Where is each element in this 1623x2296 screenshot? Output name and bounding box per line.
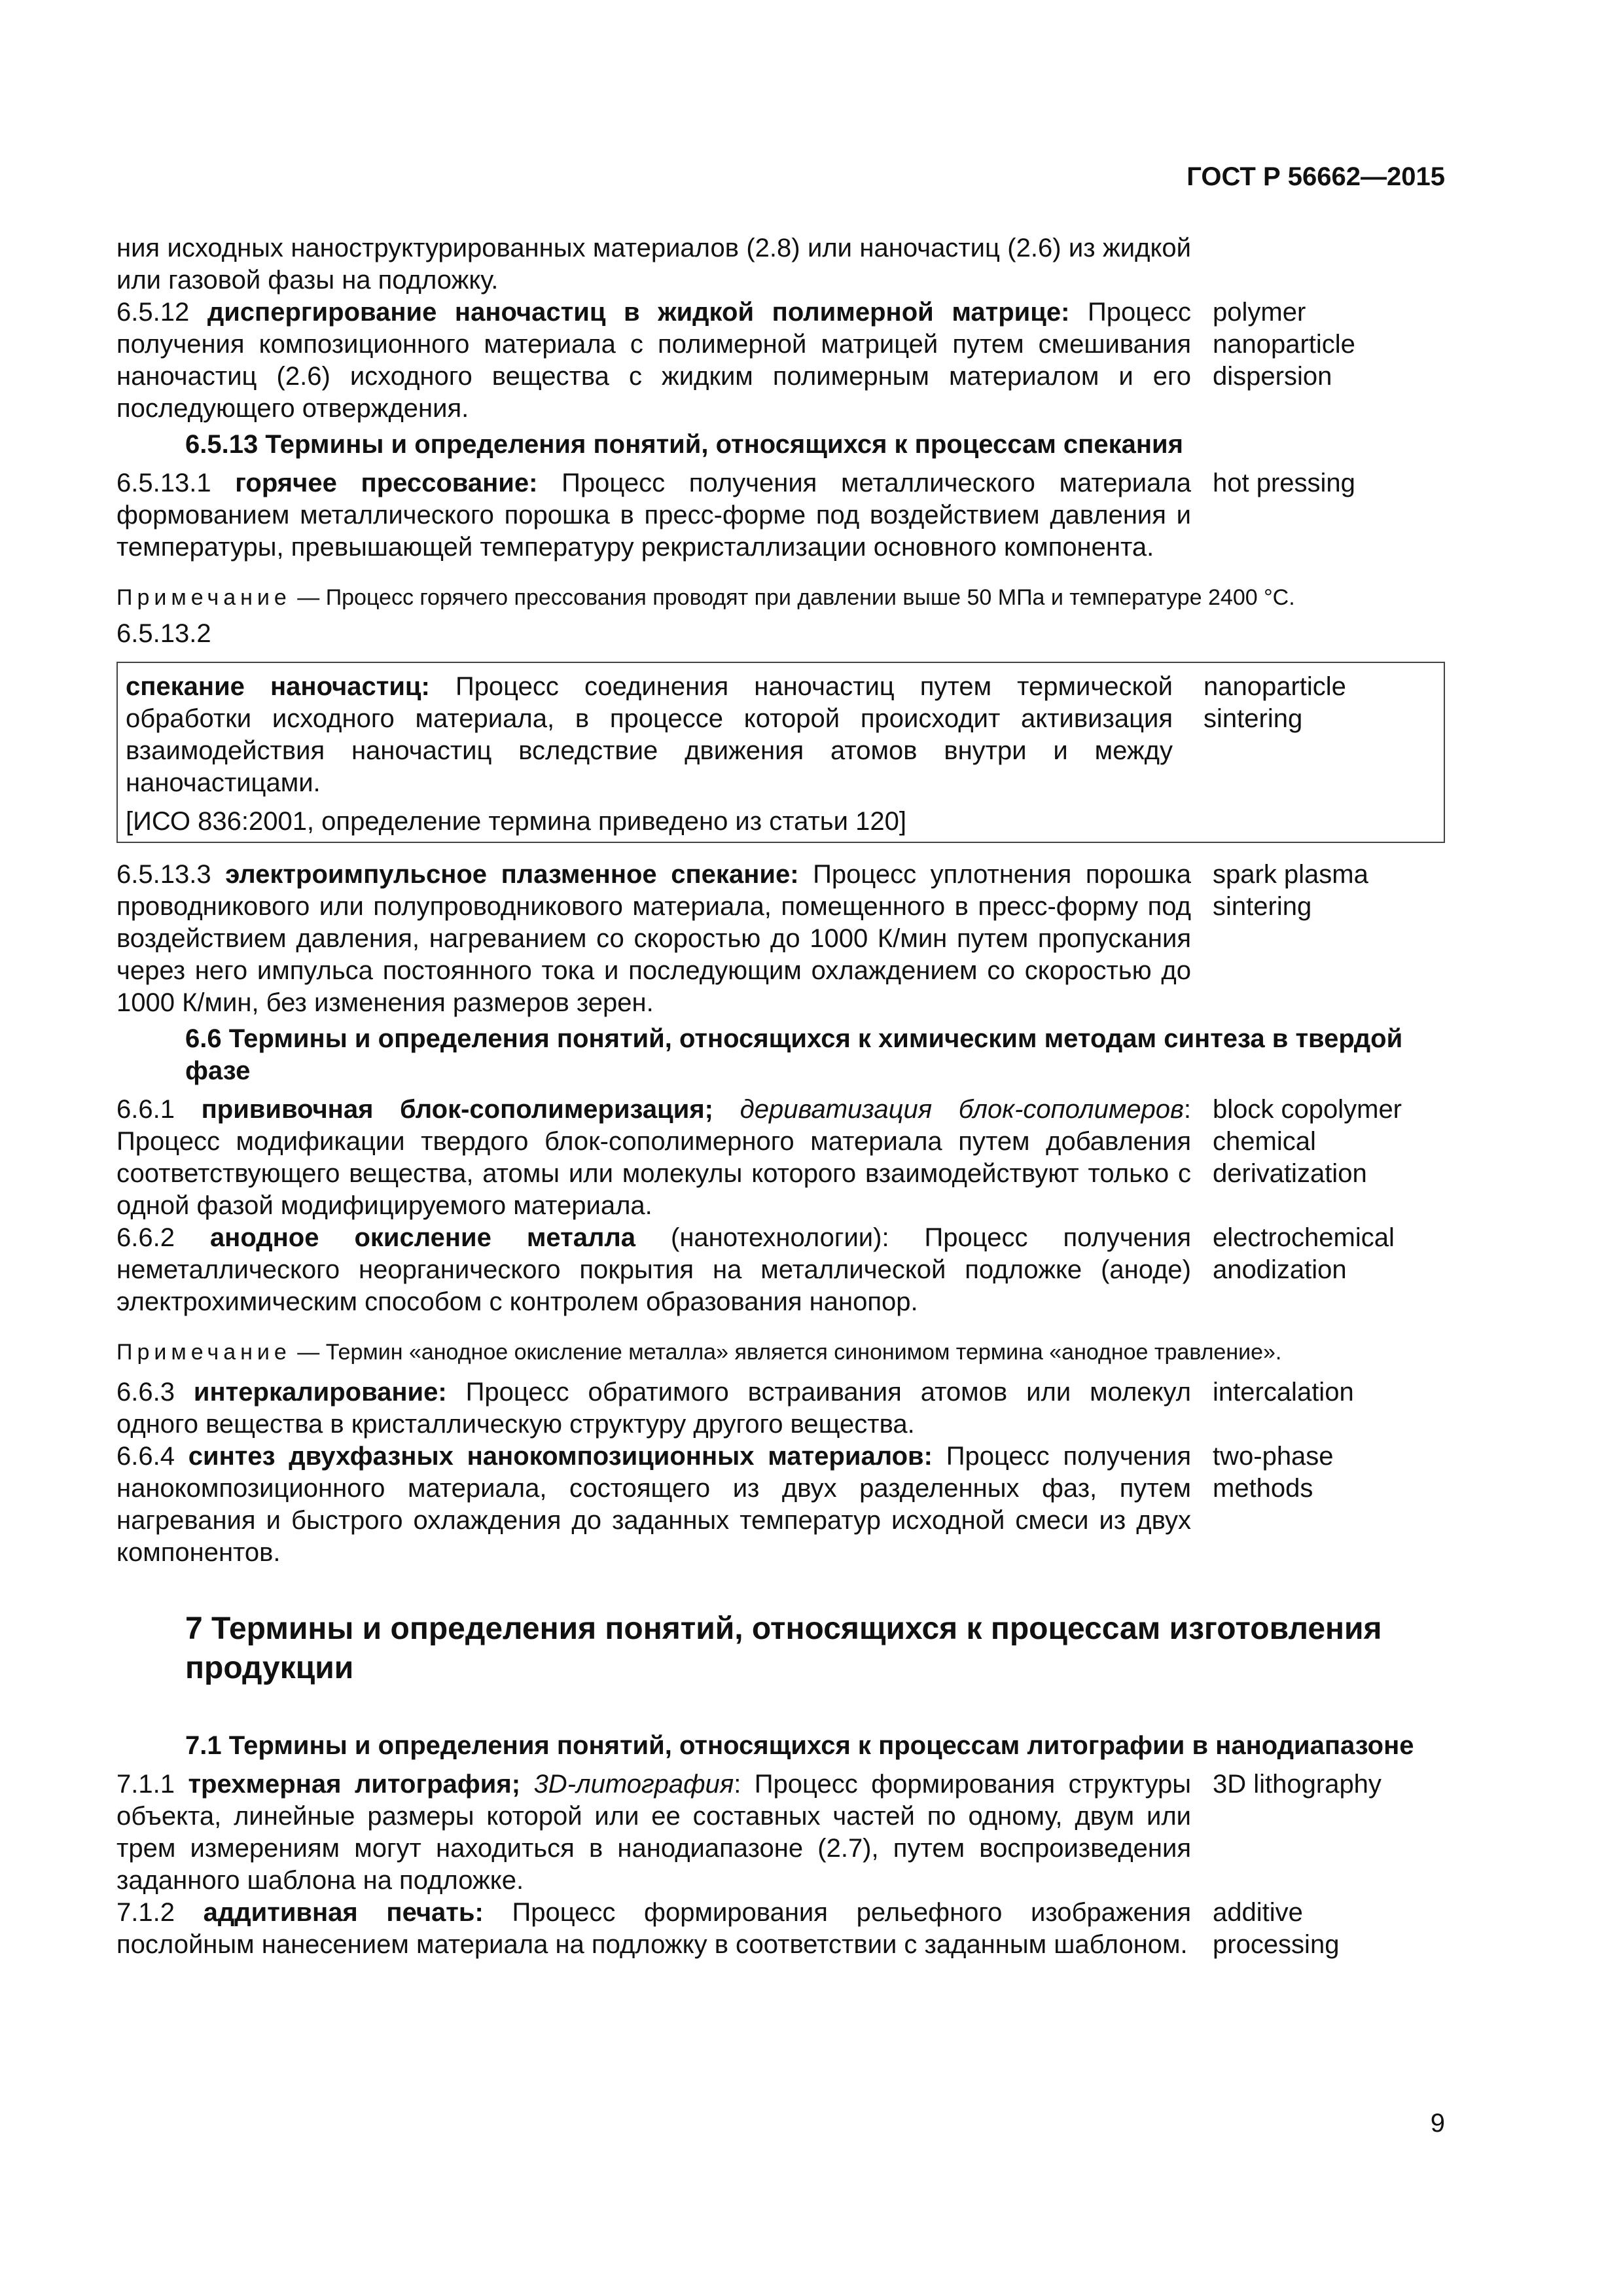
english-equivalent: nanoparticle sintering — [1204, 672, 1346, 733]
term-6-6-1 — [116, 1094, 1445, 1222]
term-definition: Процесс уплотнения порошка проводникового или полупроводникового материала, помещенного в пресс-форму под воздействием давления, нагреванием со скоростью до 1000 К/мин путем пропускания через него импульса постоянного тока и последующим охлаждением со скоростью до 1000 К/мин, без изменения размеров зерен. — [116, 860, 1191, 1017]
term-name: горячее прессование: — [235, 469, 538, 497]
term-definition: Процесс получения нанокомпозиционного материала, состоящего из двух разделенных фаз, путем нагревания и быстрого охлаждения до заданных температур исходной смеси из двух компонентов. — [116, 1442, 1191, 1567]
term-name: прививочная блок-сополимеризация; — [201, 1095, 713, 1124]
term-definition: : Процесс модификации твердого блок-сополимерного материала путем добавления соответствующего вещества, атомы или молекулы которого взаимодействуют только с одной фазой модифицируемого материала. — [116, 1095, 1192, 1220]
term-definition: Процесс соединения наночастиц путем термической обработки исходного материала, в процессе которой происходит активизация взаимодействия наночастиц вследствие движения атомов внутри и между наночастицами. — [126, 672, 1173, 797]
english-equivalent: additive processing — [1213, 1898, 1340, 1959]
term-definition: Процесс формирования рельефного изображения послойным нанесением материала на подложку в соответствии с заданным шаблоном. — [116, 1898, 1191, 1959]
page-number: 9 — [1430, 2109, 1445, 2138]
english-equivalent: hot pressing — [1213, 469, 1355, 497]
term-definition: : Процесс формирования структуры объекта, линейные размеры которой или ее составных частей по одному, двум или трем измерениям могут находиться в нанодиапазоне (2.7), путем воспроизведения заданного шаблона на подложке. — [116, 1770, 1191, 1895]
english-equivalent: intercalation — [1213, 1378, 1354, 1407]
term-number: 6.6.2 — [116, 1223, 175, 1252]
english-equivalent: polymer nanoparticle dispersion — [1213, 298, 1355, 391]
continuation-text: ния исходных наноструктурированных материалов (2.8) или наночастиц (2.6) из жидкой или газовой фазы на подложку. — [116, 234, 1191, 295]
term-definition: Процесс обратимого встраивания атомов или молекул одного вещества в кристаллическую структуру другого вещества. — [116, 1378, 1191, 1439]
term-synonym: 3D-литография — [533, 1770, 734, 1799]
note — [116, 1336, 1445, 1369]
term-name: анодное окисление металла — [209, 1223, 636, 1252]
term-6-5-13-2-box — [116, 662, 1445, 843]
note-text: — Термин «анодное окисление металла» является синонимом термина «анодное травление». — [291, 1340, 1282, 1365]
term-6-5-13-3 — [116, 859, 1445, 1019]
english-equivalent: 3D lithography — [1213, 1770, 1382, 1799]
term-number: 7.1.1 — [116, 1770, 175, 1799]
section-heading-6-5-13: 6.5.13 Термины и определения понятий, относящихся к процессам спекания — [185, 430, 1183, 459]
term-6-6-4 — [116, 1441, 1445, 1569]
document-body — [116, 232, 1445, 1961]
note-text: — Процесс горячего прессования проводят при давлении выше 50 МПа и температуре 2400 °С. — [291, 585, 1295, 610]
section-heading-6-6: 6.6 Термины и определения понятий, относящихся к химическим методам синтеза в твердой фазе — [185, 1024, 1403, 1085]
term-synonym: дериватизация блок-сополимеров — [740, 1095, 1184, 1124]
term-name: спекание наночастиц: — [126, 672, 430, 701]
term-name: аддитивная печать: — [203, 1898, 484, 1927]
source-reference: [ИСО 836:2001, определение термина приведено из статьи 120] — [126, 807, 906, 836]
term-6-6-2 — [116, 1222, 1445, 1318]
term-name: трехмерная литография; — [188, 1770, 521, 1799]
section-heading-7: 7 Термины и определения понятий, относящихся к процессам изготовления продукции — [185, 1611, 1382, 1685]
page-header: ГОСТ Р 56662—2015 — [1186, 162, 1445, 191]
term-6-5-12 — [116, 296, 1445, 425]
note-label: Примечание — [116, 585, 291, 610]
note-label: Примечание — [116, 1340, 291, 1365]
term-7-1-1 — [116, 1768, 1445, 1897]
english-equivalent: spark plasma sintering — [1213, 860, 1368, 921]
term-name: электроимпульсное плазменное спекание: — [225, 860, 799, 889]
term-definition: Процесс получения металлического материала формованием металлического порошка в пресс-форме под воздействием давления и температуры, превышающей температуру рекристаллизации основного компонента. — [116, 469, 1191, 562]
term-name: синтез двухфазных нанокомпозиционных материалов: — [188, 1442, 933, 1471]
english-equivalent: electrochemical anodization — [1213, 1223, 1395, 1284]
term-number: 6.5.13.3 — [116, 860, 211, 889]
term-number: 6.5.13.2 — [116, 619, 211, 648]
term-definition: Процесс получения композиционного материала с полимерной матрицей путем смешивания наночастиц (2.6) исходного вещества с жидким полимерным материалом и его последующего отверждения. — [116, 298, 1191, 423]
term-number: 6.5.13.1 — [116, 469, 211, 497]
term-definition: (нанотехнологии): Процесс получения неметаллического неорганического покрытия на металлической подложке (аноде) электрохимическим способом с контролем образования нанопор. — [116, 1223, 1191, 1316]
term-number: 6.5.12 — [116, 298, 190, 327]
term-number: 6.6.1 — [116, 1095, 175, 1124]
term-6-6-3 — [116, 1376, 1445, 1441]
section-heading-7-1: 7.1 Термины и определения понятий, относящихся к процессам литографии в нанодиапазоне — [185, 1731, 1414, 1760]
term-number: 6.6.3 — [116, 1378, 175, 1407]
term-name: диспергирование наночастиц в жидкой полимерной матрице: — [207, 298, 1070, 327]
term-number: 7.1.2 — [116, 1898, 175, 1927]
continuation-entry — [116, 232, 1445, 296]
term-6-5-13-1 — [116, 467, 1445, 564]
term-name: интеркалирование: — [193, 1378, 447, 1407]
note — [116, 582, 1445, 614]
english-equivalent: block copolymer chemical derivatization — [1213, 1095, 1402, 1188]
term-7-1-2 — [116, 1897, 1445, 1961]
term-number: 6.6.4 — [116, 1442, 175, 1471]
english-equivalent: two-phase methods — [1213, 1442, 1334, 1503]
